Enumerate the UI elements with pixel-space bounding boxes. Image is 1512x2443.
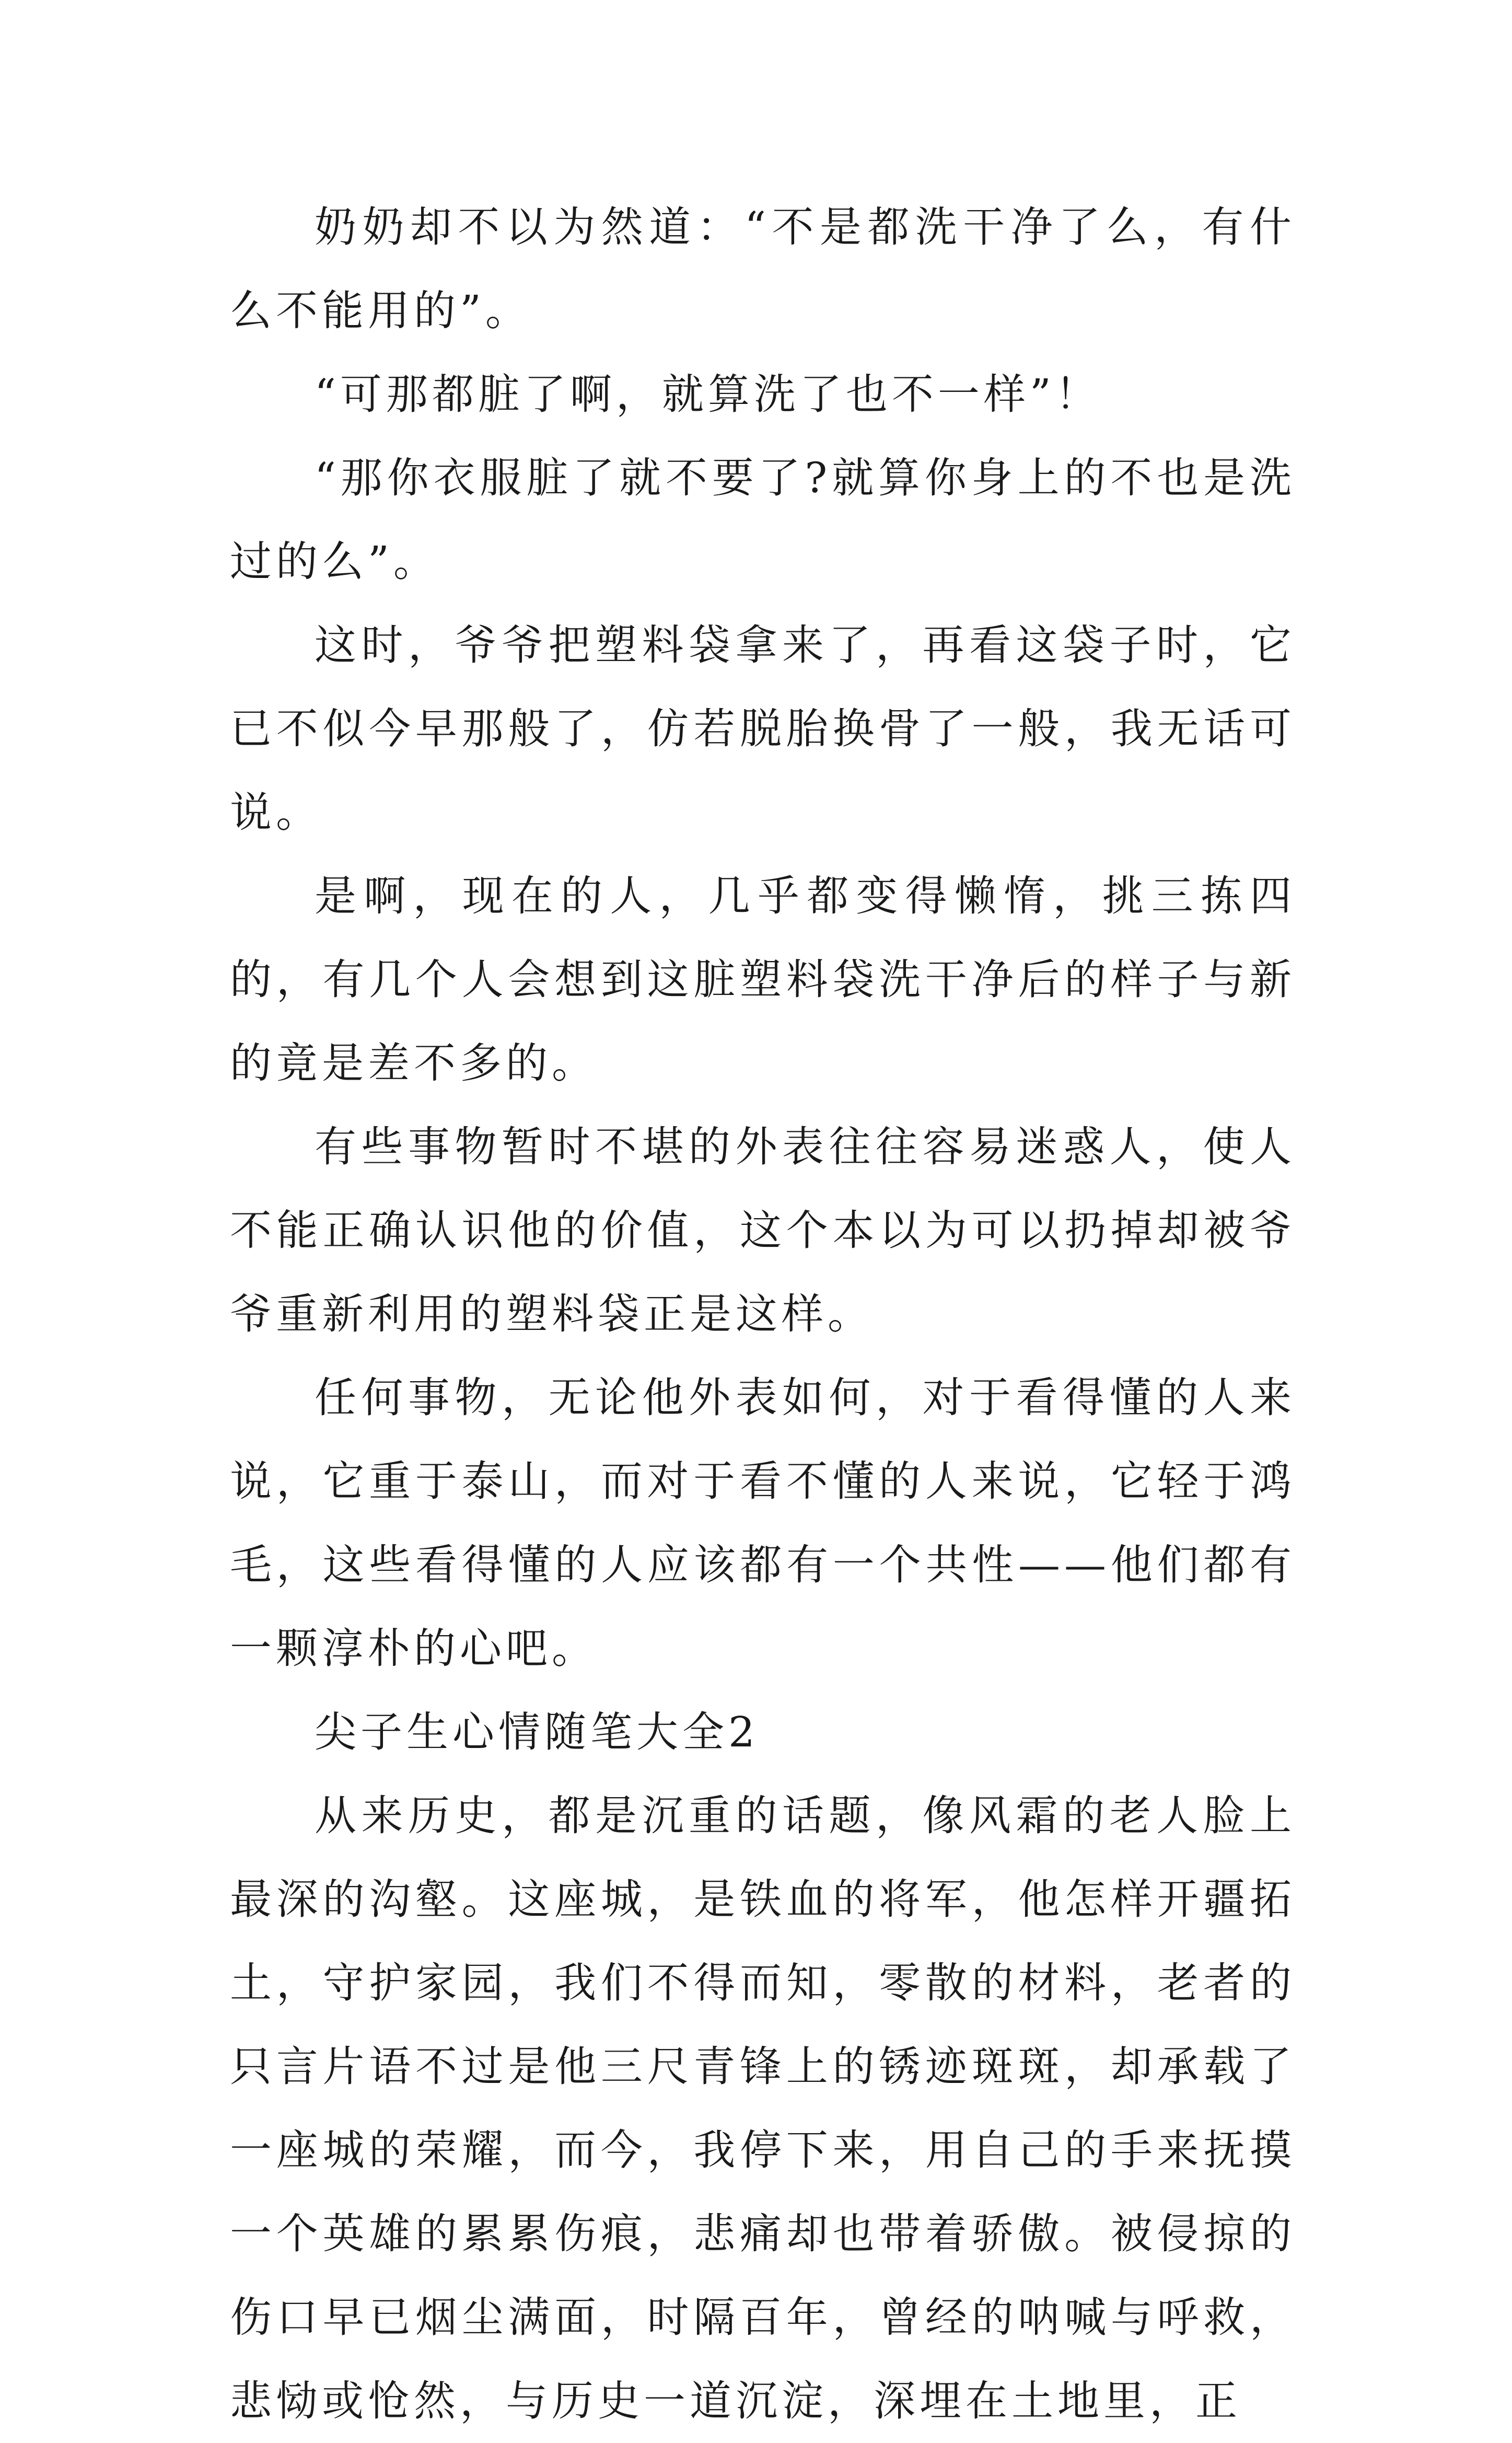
paragraph: “可那都脏了啊，就算洗了也不一样”！ (315, 370, 1101, 419)
paragraph: 奶奶却不以为然道：“不是都洗干净了么，有什么不能用的”。 (230, 203, 1296, 335)
document-body (230, 186, 1296, 2443)
paragraph: 这时，爷爷把塑料袋拿来了，再看这袋子时，它已不似今早那般了，仿若脱胎换骨了一般，我无话可说。 (230, 621, 1296, 837)
section-title: 尖子生心情随笔大全2 (315, 1708, 759, 1756)
paragraph: 任何事物，无论他外表如何，对于看得懂的人来说，它重于泰山，而对于看不懂的人来说，它轻于鸿毛，这些看得懂的人应该都有一个共性——他们都有一颗淳朴的心吧。 (230, 1373, 1296, 1673)
paragraph: 从来历史，都是沉重的话题，像风霜的老人脸上最深的沟壑。这座城，是铁血的将军，他怎样开疆拓土，守护家园，我们不得而知，零散的材料，老者的只言片语不过是他三尺青锋上的锈迹斑斑，却承载了一座城的荣耀，而今，我停下来，用自己的手来抚摸一个英雄的累累伤痕，悲痛却也带着骄傲。被侵掠的伤口早已烟尘满面，时隔百年，曾经的呐喊与呼救，悲恸或怆然，与历史一道沉淀，深埋在土地里，正 (230, 1791, 1296, 2425)
paragraph: 是啊，现在的人，几乎都变得懒惰，挑三拣四的，有几个人会想到这脏塑料袋洗干净后的样子与新的竟是差不多的。 (230, 872, 1296, 1087)
paragraph: “那你衣服脏了就不要了?就算你身上的不也是洗过的么”。 (230, 454, 1296, 586)
paragraph: 有些事物暂时不堪的外表往往容易迷惑人，使人不能正确认识他的价值，这个本以为可以扔掉却被爷爷重新利用的塑料袋正是这样。 (230, 1122, 1296, 1338)
